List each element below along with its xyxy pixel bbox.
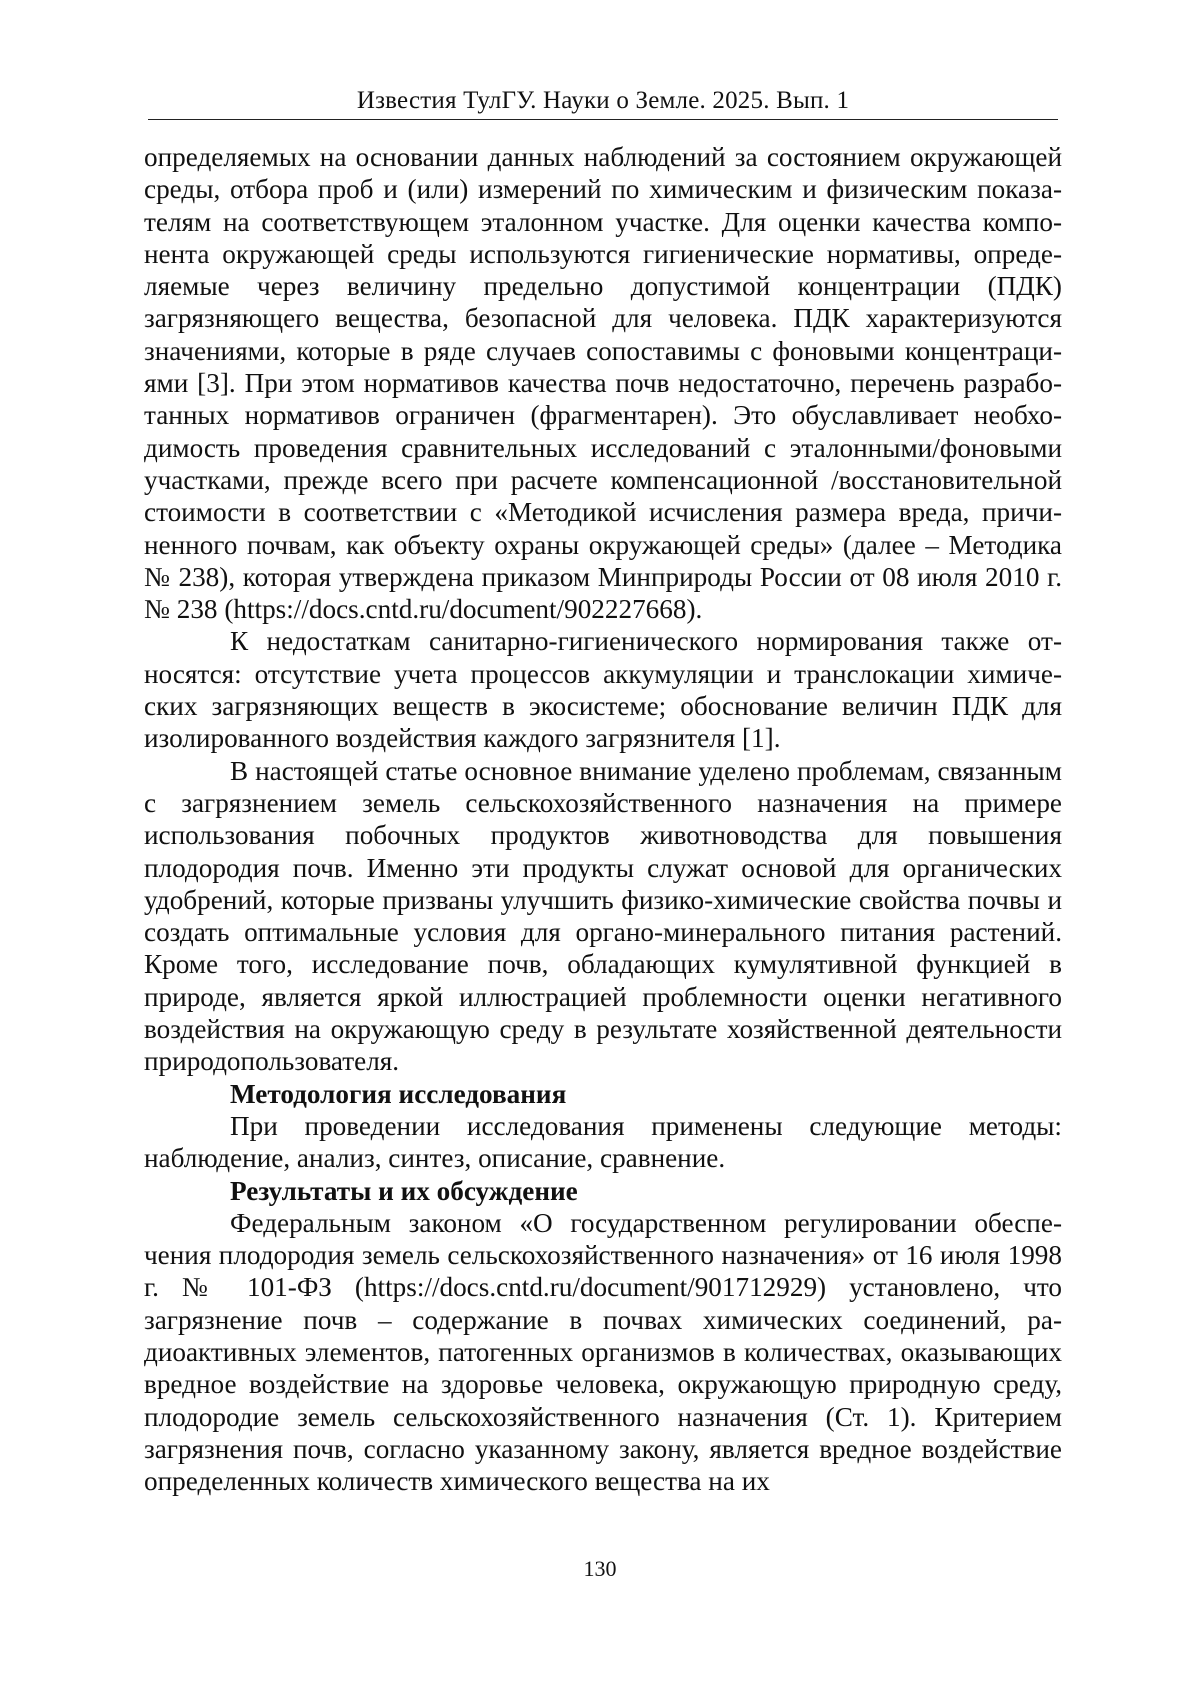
- section-heading-results: Результаты и их обсуждение: [230, 1175, 578, 1206]
- paragraph-continuation: определяемых на основании данных наблюдений за состоянием окружающей среды, отбора проб и (или) измерений по химическим и физическим показателям на соответствующем эталонном участке. Для оценки качества компонента окружающей среды используются гигиенические нормативы, определяемые через величину предельно допустимой концентрации (ПДК) загрязняющего вещества, безопасной для человека. ПДК характеризуются значениями, которые в ряде случаев сопоставимы с фоновыми концентрациями [3]. При этом нормативов качества почв недостаточно, перечень разработанных нормативов ограничен (фрагментарен). Это обуславливает необходимость проведения сравнительных исследований с эталонными/фоновыми участками, прежде всего при расчете компенсационной /восстановительной стоимости в соответствии с «Методикой исчисления размера вреда, причиненного почвам, как объекту охраны окружающей среды» (далее – Методика № 238), которая утверждена приказом Минприроды России от 08 июля 2010 г. № 238 (https://docs.cntd.ru/document/902227668).: [144, 142, 1062, 625]
- paragraph-methods: При проведении исследования применены следующие методы: наблюдение, анализ, синтез, описание, сравнение.: [144, 1110, 1062, 1174]
- page-number: 130: [583, 1556, 617, 1581]
- section-heading-methodology: Методология исследования: [230, 1078, 567, 1109]
- paragraph-federal-law: Федеральным законом «О государственном регулировании обеспечения плодородия земель сельскохозяйственного назначения» от 16 июля 1998 г. № 101-ФЗ (https://docs.cntd.ru/document/901712929) установлено, что загрязнение почв – содержание в почвах химических соединений, радиоактивных элементов, патогенных организмов в количествах, оказывающих вредное воздействие на здоровье человека, окружающую природную среду, плодородие земель сельскохозяйственного назначения (Ст. 1). Критерием загрязнения почв, согласно указанному закону, является вредное воздействие определенных количеств химического вещества на их: [144, 1207, 1062, 1497]
- running-header: Известия ТулГУ. Науки о Земле. 2025. Вып. 1: [356, 87, 850, 114]
- header-divider: [148, 119, 1058, 120]
- paragraph-sanitary-norms: К недостаткам санитарно-гигиенического нормирования также относятся: отсутствие учета процессов аккумуляции и транслокации химических загрязняющих веществ в экосистеме; обоснование величин ПДК для изолированного воздействия каждого загрязнителя [1].: [144, 626, 1062, 754]
- paragraph-article-focus: В настоящей статье основное внимание уделено проблемам, связанным с загрязнением земель сельскохозяйственного назначения на примере использования побочных продуктов животноводства для повышения плодородия почв. Именно эти продукты служат основой для органических удобрений, которые призваны улучшить физико-химические свойства почвы и создать оптимальные условия для органо-минерального питания растений. Кроме того, исследование почв, обладающих кумулятивной функцией в природе, является яркой иллюстрацией проблемности оценки негативного воздействия на окружающую среду в результате хозяйственной деятельности природопользователя.: [144, 755, 1062, 1077]
- article-body: [144, 141, 1062, 1497]
